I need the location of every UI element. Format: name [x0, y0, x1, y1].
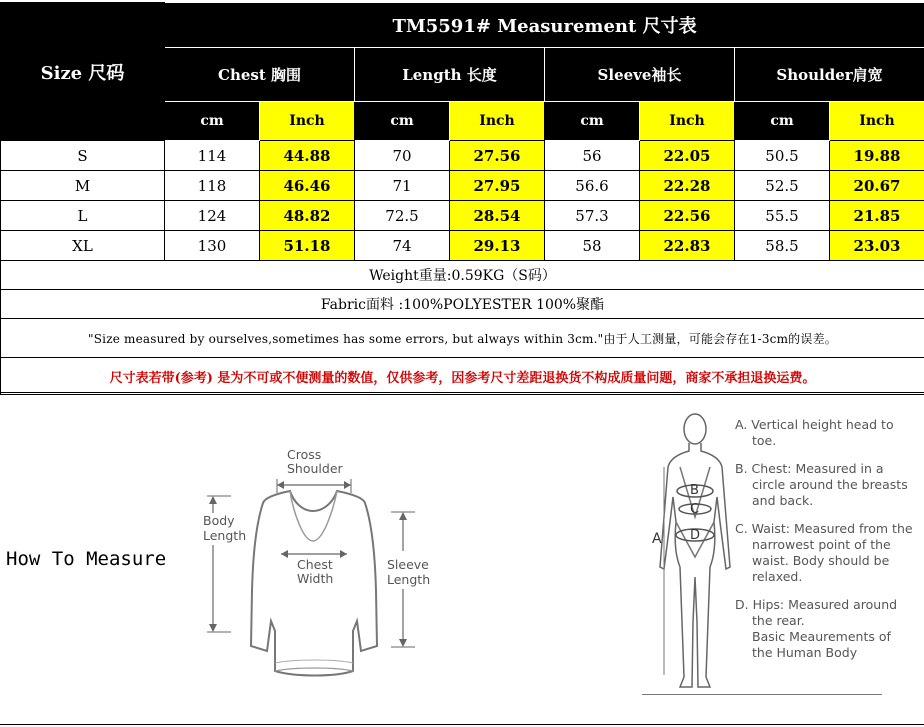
unit-inch: Inch — [640, 102, 735, 141]
cell: 70 — [355, 141, 450, 171]
unit-cm: cm — [545, 102, 640, 141]
cell: 46.46 — [260, 171, 355, 201]
unit-inch: Inch — [450, 102, 545, 141]
cross-shoulder-label: Cross — [287, 447, 322, 462]
size-label: XL — [1, 231, 165, 261]
cell: 27.95 — [450, 171, 545, 201]
size-label: M — [1, 171, 165, 201]
unit-inch: Inch — [260, 102, 355, 141]
cell: 58.5 — [735, 231, 830, 261]
legend-caption: Basic Meaurements of the Human Body — [752, 629, 891, 660]
cell: 22.83 — [640, 231, 735, 261]
how-to-measure-section — [0, 392, 924, 726]
table-row — [1, 171, 924, 201]
length-header: Length 长度 — [355, 48, 545, 102]
chest-width-label: Chest — [297, 557, 333, 572]
cell: 23.03 — [830, 231, 924, 261]
fabric-note: Fabric面料 :100%POLYESTER 100%聚酯 — [1, 290, 924, 319]
table-row — [1, 201, 924, 231]
cell: 56 — [545, 141, 640, 171]
marker-b: B — [690, 483, 699, 498]
unit-inch: Inch — [830, 102, 924, 141]
legend-item: D. Hips: Measured around the rear. — [735, 597, 898, 628]
cell: 48.82 — [260, 201, 355, 231]
cell: 124 — [165, 201, 260, 231]
cell: 29.13 — [450, 231, 545, 261]
legend-item: A. Vertical height head to toe. — [735, 417, 894, 448]
cell: 21.85 — [830, 201, 924, 231]
size-table — [0, 2, 924, 395]
how-to-measure-heading: How To Measure — [6, 548, 167, 570]
cell: 19.88 — [830, 141, 924, 171]
cell: 22.28 — [640, 171, 735, 201]
cell: 28.54 — [450, 201, 545, 231]
cell: 72.5 — [355, 201, 450, 231]
cell: 50.5 — [735, 141, 830, 171]
weight-note: Weight重量:0.59KG（S码） — [1, 261, 924, 290]
cross-shoulder-label: Shoulder — [287, 461, 343, 476]
sleeve-length-label: Sleeve — [387, 557, 429, 572]
marker-d: D — [690, 528, 701, 543]
cell: 22.05 — [640, 141, 735, 171]
cell: 55.5 — [735, 201, 830, 231]
divider — [0, 724, 924, 725]
sleeve-length-label: Length — [387, 572, 431, 587]
table-row — [1, 141, 924, 171]
cell: 44.88 — [260, 141, 355, 171]
cell: 52.5 — [735, 171, 830, 201]
sweater-diagram — [195, 441, 445, 701]
body-length-label: Body — [203, 513, 235, 528]
cell: 57.3 — [545, 201, 640, 231]
cell: 22.56 — [640, 201, 735, 231]
cell: 56.6 — [545, 171, 640, 201]
cell: 114 — [165, 141, 260, 171]
cell: 58 — [545, 231, 640, 261]
size-header: Size 尺码 — [1, 3, 165, 141]
table-title: TM5591# Measurement 尺寸表 — [165, 3, 924, 48]
unit-cm: cm — [735, 102, 830, 141]
size-label: L — [1, 201, 165, 231]
cell: 71 — [355, 171, 450, 201]
measure-legend — [735, 417, 915, 661]
disclaimer-note: "Size measured by ourselves,sometimes has some errors, but always within 3cm."由于人工测量，可能会存在1-3cm的误差。 — [1, 319, 924, 358]
divider — [642, 694, 882, 695]
chest-width-label: Width — [297, 571, 334, 586]
legend-item: C. Waist: Measured from the narrowest point of the waist. Body should be relaxed. — [735, 521, 913, 584]
cell: 74 — [355, 231, 450, 261]
cell: 51.18 — [260, 231, 355, 261]
cell: 118 — [165, 171, 260, 201]
sleeve-header: Sleeve袖长 — [545, 48, 735, 102]
marker-a: A — [652, 531, 662, 547]
chest-header: Chest 胸围 — [165, 48, 355, 102]
body-figure-diagram — [640, 407, 750, 702]
size-label: S — [1, 141, 165, 171]
unit-cm: cm — [355, 102, 450, 141]
cell: 130 — [165, 231, 260, 261]
unit-cm: cm — [165, 102, 260, 141]
cell: 20.67 — [830, 171, 924, 201]
legend-item: B. Chest: Measured in a circle around the breasts and back. — [735, 461, 908, 508]
red-notice: 尺寸表若带(参考) 是为不可或不便测量的数值，仅供参考，因参考尺寸差距退换货不构成质量问题，商家不承担退换运费。 — [1, 358, 924, 395]
marker-c: C — [690, 502, 700, 517]
cell: 27.56 — [450, 141, 545, 171]
body-length-label: Length — [203, 528, 247, 543]
table-row — [1, 231, 924, 261]
shoulder-header: Shoulder肩宽 — [735, 48, 924, 102]
